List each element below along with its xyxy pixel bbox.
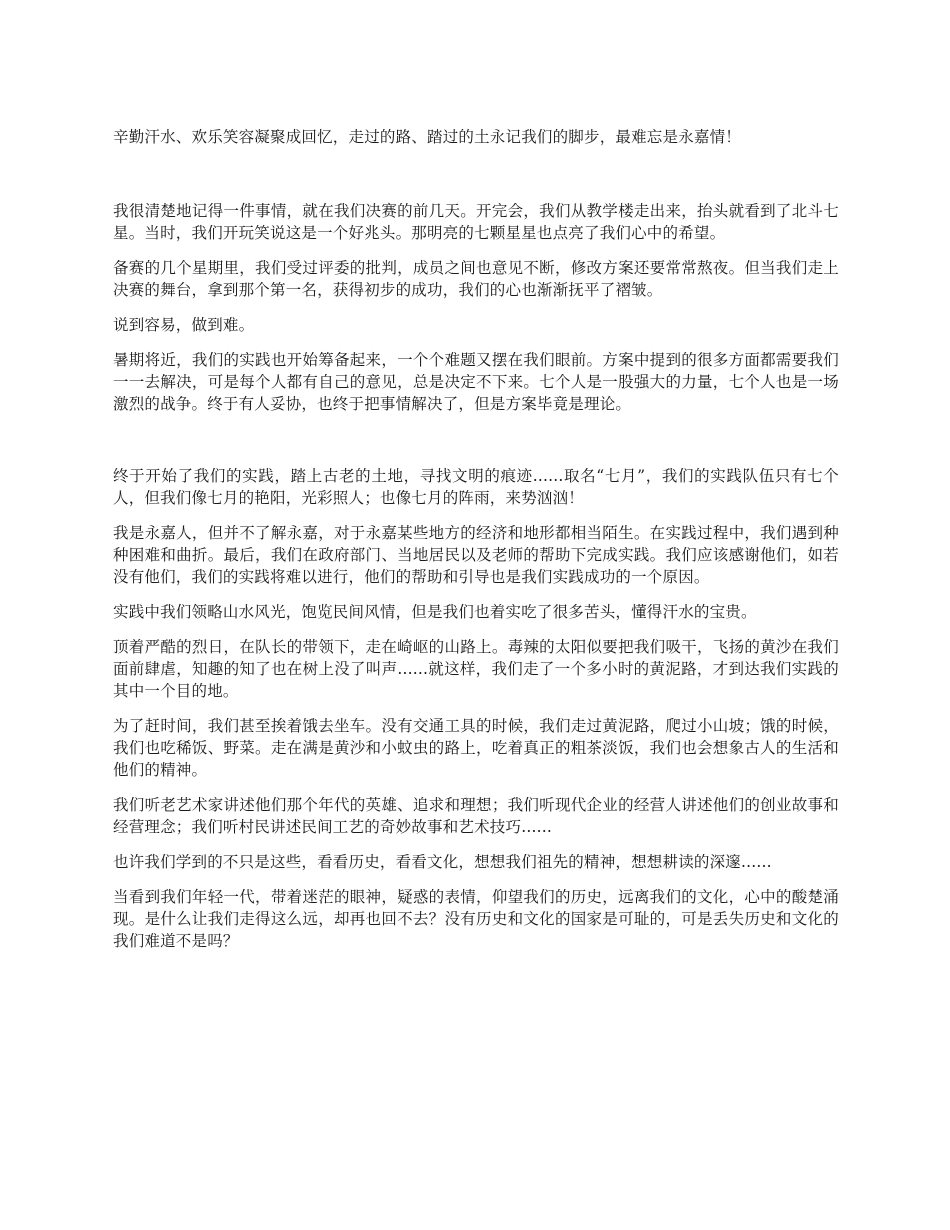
paragraph-stories: 我们听老艺术家讲述他们那个年代的英雄、追求和理想；我们听现代企业的经营人讲述他们的创业故事和经营理念；我们听村民讲述民间工艺的奇妙故事和艺术技巧...... xyxy=(113,796,839,836)
paragraph-competition: 备赛的几个星期里，我们受过评委的批判，成员之间也意见不断，修改方案还要常常熬夜。但当我们走上决赛的舞台，拿到那个第一名，获得初步的成功，我们的心也渐渐抚平了褶皱。 xyxy=(113,259,839,299)
paragraph-scenery: 实践中我们领略山水风光，饱览民间风情，但是我们也着实吃了很多苦头，懂得汗水的宝贵。 xyxy=(113,603,757,621)
paragraph-easier-said: 说到容易，做到难。 xyxy=(113,316,255,334)
paragraph-intro: 辛勤汗水、欢乐笑容凝聚成回忆，走过的路、踏过的土永记我们的脚步，最难忘是永嘉情！ xyxy=(113,128,742,146)
paragraph-practice-start: 终于开始了我们的实践，踏上古老的土地，寻找文明的痕迹......取名“七月”，我们的实践队伍只有七个人，但我们像七月的艳阳，光彩照人；也像七月的阵雨，来势汹汹！ xyxy=(113,467,839,507)
paragraph-yongjia: 我是永嘉人，但并不了解永嘉，对于永嘉某些地方的经济和地形都相当陌生。在实践过程中，我们遇到种种困难和曲折。最后，我们在政府部门、当地居民以及老师的帮助下完成实践。我们应该感谢他们，如若没有他们，我们的实践将难以进行，他们的帮助和引导也是我们实践成功的一个原因。 xyxy=(113,524,839,586)
paragraph-preparation: 暑期将近，我们的实践也开始筹备起来，一个个难题又摆在我们眼前。方案中提到的很多方面都需要我们一一去解决，可是每个人都有自己的意见，总是决定不下来。七个人是一股强大的力量，七个人也是一场激烈的战争。终于有人妥协，也终于把事情解决了，但是方案毕竟是理论。 xyxy=(113,351,839,413)
paragraph-big-dipper: 我很清楚地记得一件事情，就在我们决赛的前几天。开完会，我们从教学楼走出来，抬头就看到了北斗七星。当时，我们开玩笑说这是一个好兆头。那明亮的七颗星星也点亮了我们心中的希望。 xyxy=(113,202,839,242)
paragraph-hunger: 为了赶时间，我们甚至挨着饿去坐车。没有交通工具的时候，我们走过黄泥路，爬过小山坡；饿的时候，我们也吃稀饭、野菜。走在满是黄沙和小蚊虫的路上，吃着真正的粗茶淡饭，我们也会想象古人的生活和他们的精神。 xyxy=(113,717,839,779)
paragraph-reflection: 当看到我们年轻一代，带着迷茫的眼神，疑惑的表情，仰望我们的历史，远离我们的文化，心中的酸楚涌现。是什么让我们走得这么远，却再也回不去？没有历史和文化的国家是可耻的，可是丢失历史和文化的我们难道不是吗？ xyxy=(113,888,839,950)
paragraph-history: 也许我们学到的不只是这些，看看历史，看看文化，想想我们祖先的精神，想想耕读的深邃...... xyxy=(113,853,772,871)
document-body xyxy=(113,126,839,965)
paragraph-mountain-road: 顶着严酷的烈日，在队长的带领下，走在崎岖的山路上。毒辣的太阳似要把我们吸干，飞扬的黄沙在我们面前肆虐，知趣的知了也在树上没了叫声......就这样，我们走了一个多小时的黄泥路，才到达我们实践的其中一个目的地。 xyxy=(113,638,839,700)
